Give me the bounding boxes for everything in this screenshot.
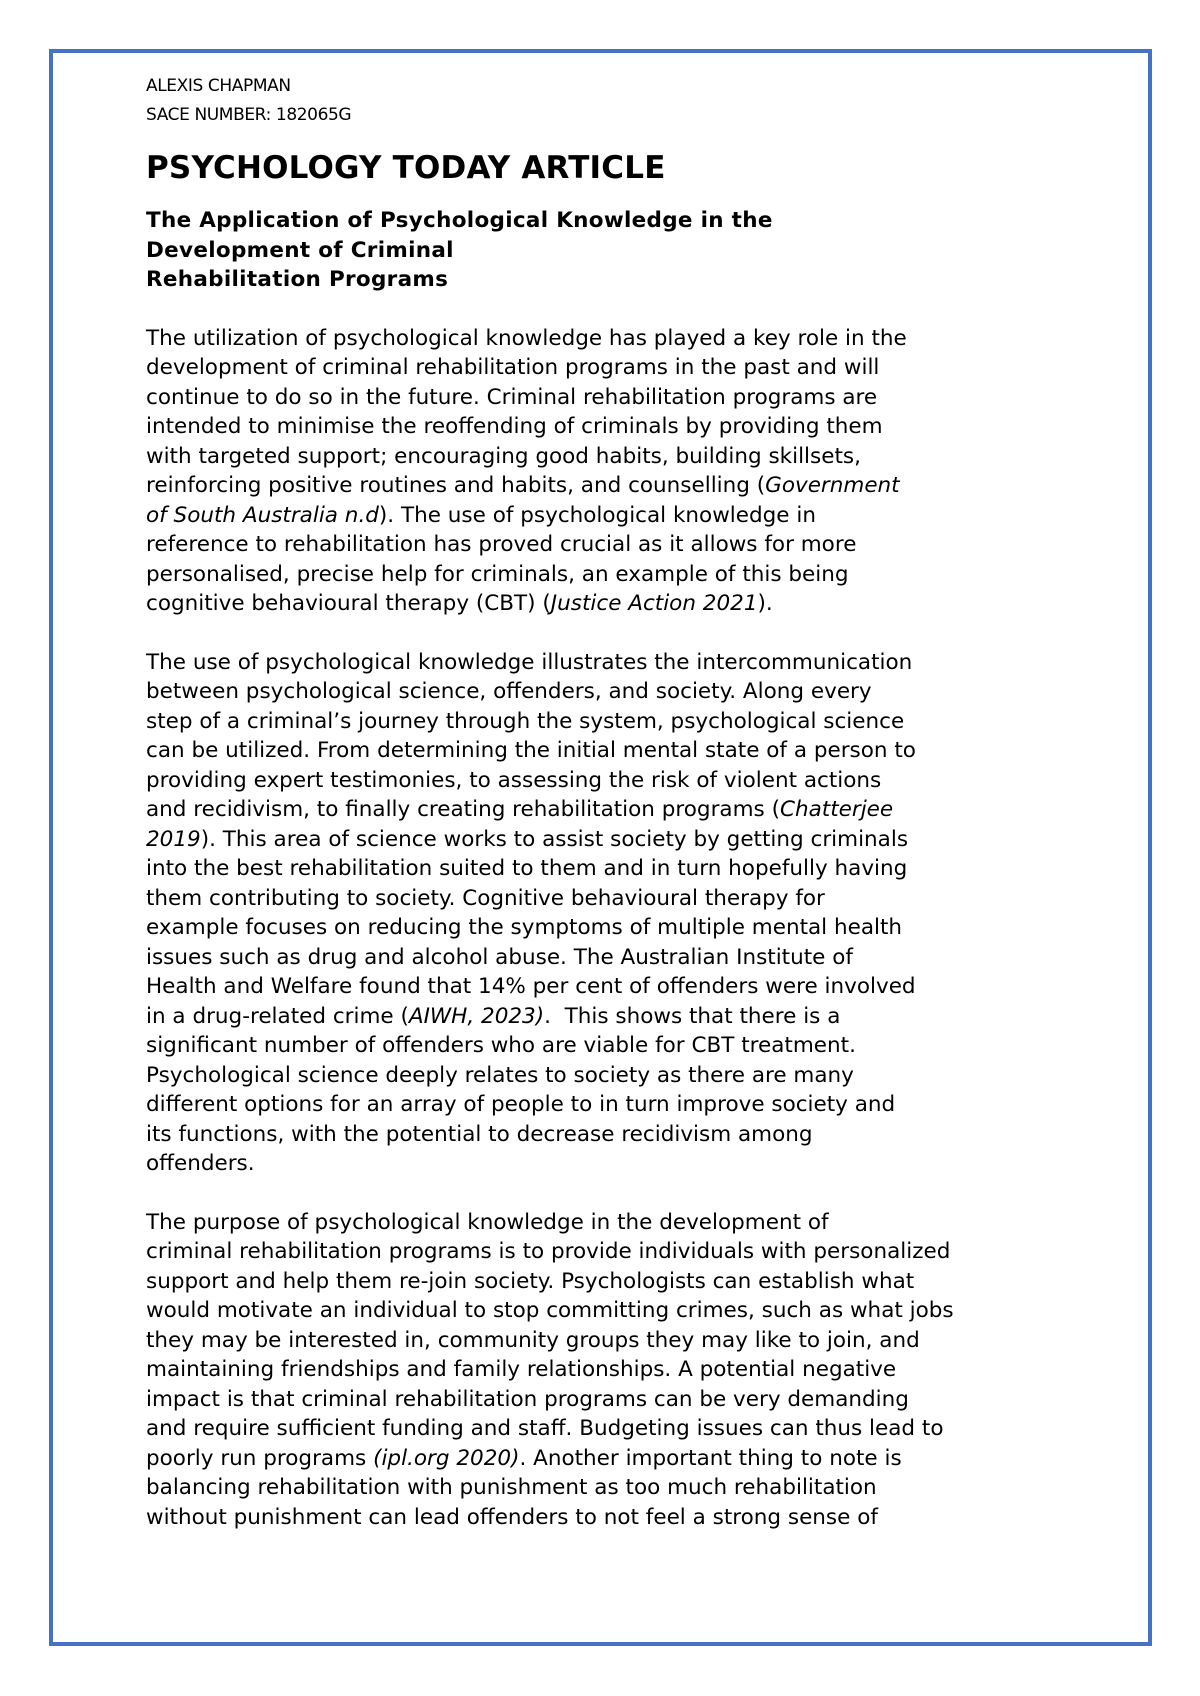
document-content xyxy=(146,72,1076,1532)
subtitle-line: Rehabilitation Programs xyxy=(146,267,449,292)
text-line: issues such as drug and alcohol abuse. The Australian Institute of xyxy=(146,944,853,970)
text-fragment: ). This area of science works to assist society by getting criminals xyxy=(200,826,909,852)
text-line xyxy=(146,1002,1076,1032)
text-line xyxy=(146,1444,1076,1474)
text-fragment: cognitive behavioural therapy (CBT) ( xyxy=(146,591,551,616)
text-line: maintaining friendships and family relationships. A potential negative xyxy=(146,1357,897,1382)
text-line: criminal rehabilitation programs is to provide individuals with personalized xyxy=(146,1239,951,1264)
text-fragment: ). The use of psychological knowledge in xyxy=(378,502,816,528)
text-line: The use of psychological knowledge illustrates the intercommunication xyxy=(146,649,913,675)
text-line: between psychological science, offenders, and society. Along every xyxy=(146,679,872,704)
text-line: development of criminal rehabilitation programs in the past and will xyxy=(146,355,880,380)
text-fragment: . This shows that there is a xyxy=(544,1003,841,1029)
text-line: balancing rehabilitation with punishment as too much rehabilitation xyxy=(146,1475,877,1500)
paragraph-2 xyxy=(146,648,1076,1179)
article-subtitle xyxy=(146,206,1076,295)
citation: Government xyxy=(765,473,900,498)
text-line: without punishment can lead offenders to not feel a strong sense of xyxy=(146,1504,878,1530)
text-line: personalised, precise help for criminals, an example of this being xyxy=(146,561,849,587)
citation: Chatterjee xyxy=(779,797,894,822)
text-line: example focuses on reducing the symptoms of multiple mental health xyxy=(146,915,903,940)
text-fragment: ). xyxy=(757,591,773,616)
text-fragment: in a drug-related crime ( xyxy=(146,1003,409,1029)
text-line: would motivate an individual to stop committing crimes, such as what jobs xyxy=(146,1298,954,1323)
citation: of South Australia n.d xyxy=(146,502,379,528)
text-fragment: poorly run programs xyxy=(146,1445,374,1471)
text-fragment: and recidivism, to finally creating rehabilitation programs ( xyxy=(146,797,780,822)
citation: AIWH, 2023) xyxy=(408,1003,545,1029)
text-line: step of a criminal’s journey through the system, psychological science xyxy=(146,708,905,734)
text-line xyxy=(146,795,1076,825)
text-line: Health and Welfare found that 14% per cent of offenders were involved xyxy=(146,974,916,999)
sace-number: SACE NUMBER: 182065G xyxy=(146,105,352,125)
text-fragment: reinforcing positive routines and habits, and counselling ( xyxy=(146,473,766,498)
text-line: reference to rehabilitation has proved crucial as it allows for more xyxy=(146,532,857,557)
subtitle-line: The Application of Psychological Knowledge in the xyxy=(146,208,773,233)
author-name: ALEXIS CHAPMAN xyxy=(146,76,291,96)
citation: 2019 xyxy=(146,826,201,852)
text-line: into the best rehabilitation suited to them and in turn hopefully having xyxy=(146,856,908,881)
text-line: can be utilized. From determining the initial mental state of a person to xyxy=(146,738,916,763)
citation: Justice Action 2021 xyxy=(550,591,758,616)
text-fragment: . Another important thing to note is xyxy=(519,1445,902,1471)
text-line: Psychological science deeply relates to society as there are many xyxy=(146,1062,854,1088)
paragraph-3 xyxy=(146,1208,1076,1533)
text-line: its functions, with the potential to decrease recidivism among xyxy=(146,1121,813,1147)
text-line: The purpose of psychological knowledge in the development of xyxy=(146,1209,829,1235)
text-line xyxy=(146,589,1076,619)
text-line: offenders. xyxy=(146,1151,255,1176)
text-line: and require sufficient funding and staff. Budgeting issues can thus lead to xyxy=(146,1416,944,1441)
text-line xyxy=(146,501,1076,531)
text-line: providing expert testimonies, to assessing the risk of violent actions xyxy=(146,767,882,793)
text-line: The utilization of psychological knowledge has played a key role in the xyxy=(146,325,907,351)
text-line: intended to minimise the reoffending of criminals by providing them xyxy=(146,414,883,439)
text-line: support and help them re-join society. Psychologists can establish what xyxy=(146,1268,915,1294)
text-line: continue to do so in the future. Criminal rehabilitation programs are xyxy=(146,384,878,410)
subtitle-line: Development of Criminal xyxy=(146,237,454,263)
text-line: they may be interested in, community groups they may like to join, and xyxy=(146,1327,920,1353)
text-line xyxy=(146,825,1076,855)
text-line: significant number of offenders who are viable for CBT treatment. xyxy=(146,1033,856,1058)
text-line xyxy=(146,471,1076,501)
paragraph-1 xyxy=(146,324,1076,619)
text-line: different options for an array of people to in turn improve society and xyxy=(146,1092,896,1117)
text-line: impact is that criminal rehabilitation programs can be very demanding xyxy=(146,1386,909,1412)
article-title: PSYCHOLOGY TODAY ARTICLE xyxy=(146,150,666,186)
text-line: them contributing to society. Cognitive behavioural therapy for xyxy=(146,885,825,911)
text-line: with targeted support; encouraging good habits, building skillsets, xyxy=(146,443,861,469)
citation: (ipl.org 2020) xyxy=(373,1445,520,1471)
